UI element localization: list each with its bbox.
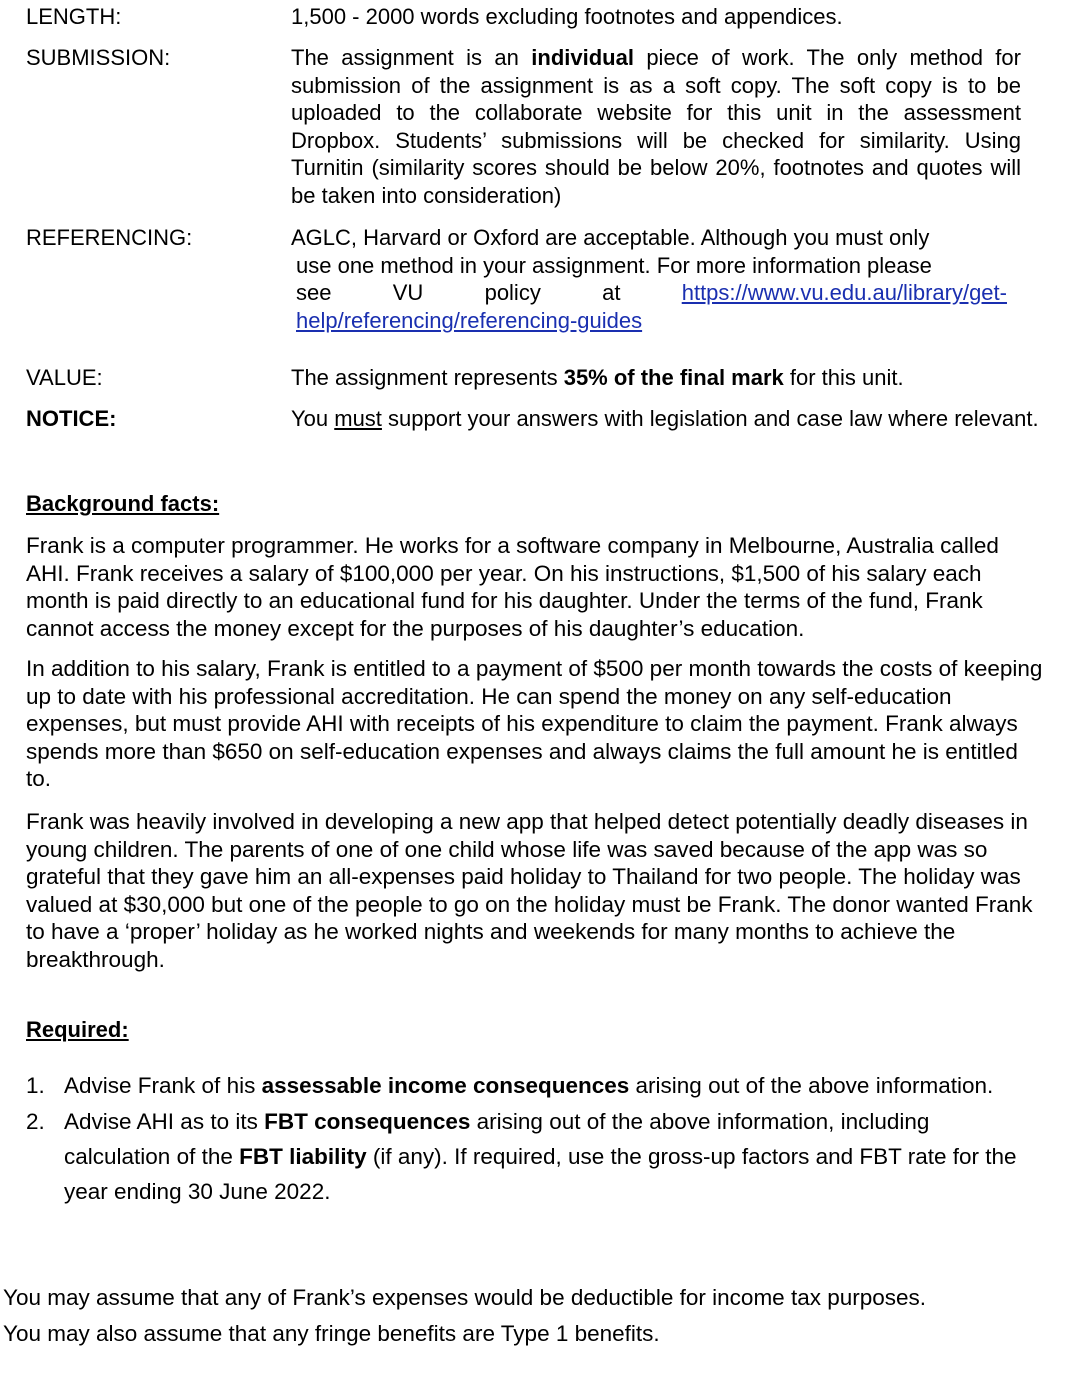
notice-label: NOTICE: (26, 406, 117, 431)
required-item-2-mid: arising out of the above information, including calculation of the (64, 1109, 930, 1169)
required-item-2-bold: FBT consequences (264, 1109, 471, 1134)
value-value (291, 364, 1021, 392)
required-item-2-number: 2. (26, 1109, 45, 1134)
referencing-line-4 (291, 307, 1007, 335)
value-label: VALUE: (26, 365, 103, 390)
referencing-word-vu: VU (392, 280, 424, 305)
value-text-pre: The assignment represents (291, 365, 564, 390)
referencing-value (291, 224, 1007, 334)
required-item-2-post: (if any). If required, use the gross-up factors and FBT rate for the year ending 30 June 2022. (64, 1144, 1017, 1204)
referencing-word-policy: policy (484, 280, 541, 305)
submission-text-post: piece of work. The only method for submission of the assignment is as a soft copy. The soft copy is to be uploaded to the collaborate website for this unit in the assessment Dropbox. Students’ submissions will be checked for similarity. Using Turnitin (similarity scores should be below 20%, footnotes and quotes will be taken into consideration) (291, 45, 1021, 208)
value-text-post: for this unit. (783, 365, 904, 390)
value-text-bold: 35% of the final mark (563, 365, 784, 390)
length-value: 1,500 - 2000 words excluding footnotes and appendices. (291, 4, 843, 29)
background-paragraph-1: Frank is a computer programmer. He works for a software company in Melbourne, Australia called AHI. Frank receives a salary of $100,000 per year. On his instructions, $1,500 of his salary each month is paid directly to an educational fund for his daughter. Under the terms of the fund, Frank cannot access the money except for the purposes of his daughter’s education. (26, 533, 999, 641)
required-item-1-pre: Advise Frank of his (64, 1073, 262, 1098)
required-item-2 (26, 1104, 1026, 1209)
assumption-1: You may assume that any of Frank’s expenses would be deductible for income tax purposes. (3, 1285, 927, 1310)
referencing-link-part-1[interactable]: https://www.vu.edu.au/library/get- (681, 280, 1007, 305)
background-heading: Background facts: (26, 491, 220, 516)
referencing-line-1: AGLC, Harvard or Oxford are acceptable. Although you must only (291, 225, 930, 250)
required-item-1-number: 1. (26, 1073, 45, 1098)
referencing-word-at: at (602, 280, 621, 305)
referencing-line-3 (291, 279, 1007, 307)
length-label: LENGTH: (26, 4, 122, 29)
notice-text-post: support your answers with legislation and case law where relevant. (381, 406, 1039, 431)
required-item-1-post: arising out of the above information. (629, 1073, 994, 1098)
required-item-2-pre: Advise AHI as to its (64, 1109, 265, 1134)
notice-value (291, 405, 1041, 433)
notice-text-pre: You (291, 406, 335, 431)
submission-text-bold: individual (531, 45, 634, 70)
required-item-1-bold: assessable income consequences (261, 1073, 630, 1098)
referencing-link-part-2[interactable]: help/referencing/referencing-guides (296, 307, 643, 333)
notice-text-underlined: must (334, 406, 382, 431)
submission-value (291, 44, 1021, 209)
required-heading: Required: (26, 1017, 129, 1042)
background-paragraph-2: In addition to his salary, Frank is entitled to a payment of $500 per month towards the costs of keeping up to date with his professional accreditation. He can spend the money on any self-education expenses, but must provide AHI with receipts of his expenditure to claim the payment. Frank always spends more than $650 on self-education expenses and always claims the full amount he is entitled to. (26, 656, 1043, 791)
required-item-1 (26, 1068, 1026, 1103)
required-list (26, 1068, 1026, 1210)
submission-text-pre: The assignment is an (291, 45, 532, 70)
referencing-line-2: use one method in your assignment. For more information please (296, 252, 932, 278)
required-item-2-bold-2: FBT liability (239, 1144, 367, 1169)
submission-label: SUBMISSION: (26, 45, 171, 70)
referencing-label: REFERENCING: (26, 225, 193, 250)
assumption-2: You may also assume that any fringe benefits are Type 1 benefits. (3, 1321, 660, 1346)
referencing-word-see: see (296, 280, 332, 305)
background-paragraph-3: Frank was heavily involved in developing a new app that helped detect potentially deadly diseases in young children. The parents of one of one child whose life was saved because of the app was so grateful that they gave him an all-expenses paid holiday to Thailand for two people. The holiday was valued at $30,000 but one of the people to go on the holiday must be Frank. The donor wanted Frank to have a ‘proper’ holiday as he worked nights and weekends for many months to achieve the breakthrough. (26, 809, 1033, 972)
